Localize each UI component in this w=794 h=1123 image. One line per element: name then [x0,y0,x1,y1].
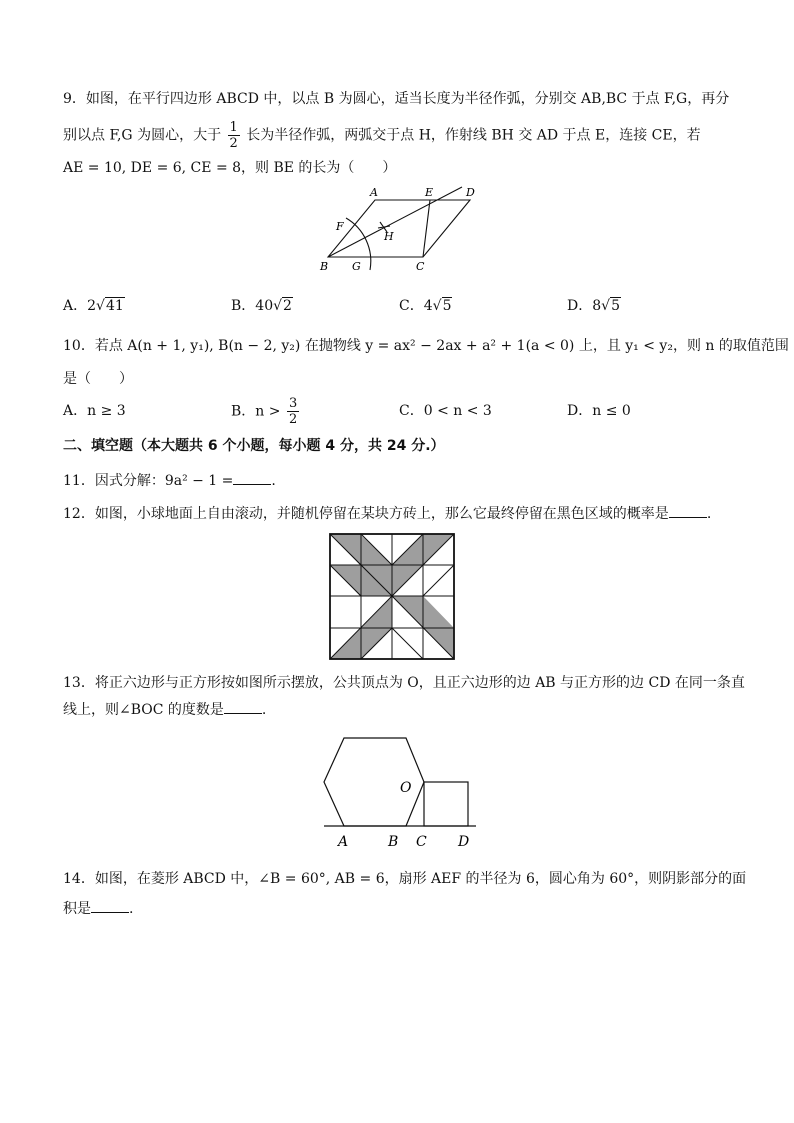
q12-tile-grid-figure [328,532,456,662]
q9-label-h: H [384,230,394,243]
q9-label-g: G [352,260,361,273]
q9-label-c: C [416,260,425,273]
q9-label-f: F [336,220,344,233]
q13-label-d: D [458,834,470,850]
q9-label-e: E [425,186,434,199]
q10-line2: 是（ ） [63,371,133,387]
q10-option-b[interactable]: B．n > $\frac{3}{2}$ [231,396,298,427]
q10-option-a[interactable]: A．n ≥ 3 [63,403,126,419]
q13-hexagon-square-figure [320,734,480,852]
q11-line: 11．因式分解：9a² − 1 = . [63,470,276,491]
q13-label-b: B [388,834,399,850]
q13-answer-blank[interactable] [224,699,262,714]
q9-label-a: A [370,186,378,199]
q9-fraction: $\frac{1}{2}$ [229,120,238,151]
q9-option-d[interactable]: D．8√5 [567,298,620,314]
q9-line2: 别以点 F,G 为圆心，大于 $\frac{1}{2}$ 长为半径作弧，两弧交于点 H，作射线 BH 交 AD 于点 E，连接 CE，若 [63,120,701,151]
q12-answer-blank[interactable] [669,503,707,518]
q14-line1: 14．如图，在菱形 ABCD 中，∠B = 60°, AB = 6，扇形 AEF 的半径为 6，圆心角为 60°，则阴影部分的面 [63,871,747,887]
q13-line2: 线上，则∠BOC 的度数是 . [63,699,266,720]
q13-line1: 13．将正六边形与正方形按如图所示摆放，公共顶点为 O，且正六边形的边 AB 与正方形的边 CD 在同一条直 [63,675,745,691]
q9-option-c[interactable]: C．4√5 [399,298,452,314]
q9-line1: 9．如图，在平行四边形 ABCD 中，以点 B 为圆心，适当长度为半径作弧，分别交 AB,BC 于点 F,G，再分 [63,91,730,107]
q10-option-d[interactable]: D．n ≤ 0 [567,403,631,419]
q13-label-a: A [338,834,349,850]
q9-label-d: D [466,186,475,199]
q13-label-o: O [400,780,412,796]
q10-line1: 10．若点 A(n + 1, y₁), B(n − 2, y₂) 在抛物线 y = ax² − 2ax + a² + 1(a < 0) 上，且 y₁ < y₂，则 n 的取值范围 [63,338,789,354]
q9-option-b[interactable]: B．40√2 [231,298,292,314]
q14-answer-blank[interactable] [91,898,129,913]
q9-label-b: B [320,260,329,273]
q11-answer-blank[interactable] [233,470,271,485]
q10-option-c[interactable]: C．0 < n < 3 [399,403,492,419]
q14-line2: 积是 . [63,898,133,919]
q9-line3: AE = 10, DE = 6, CE = 8，则 BE 的长为（ ） [63,160,397,176]
q12-line: 12．如图，小球地面上自由滚动，并随机停留在某块方砖上，那么它最终停留在黑色区域的概率是 . [63,503,711,524]
section2-title: 二、填空题（本大题共 6 个小题，每小题 4 分，共 24 分.） [63,438,445,454]
q9-parallelogram-figure [310,182,490,277]
q13-label-c: C [416,834,427,850]
q9-option-a[interactable]: A．2√41 [63,298,124,314]
